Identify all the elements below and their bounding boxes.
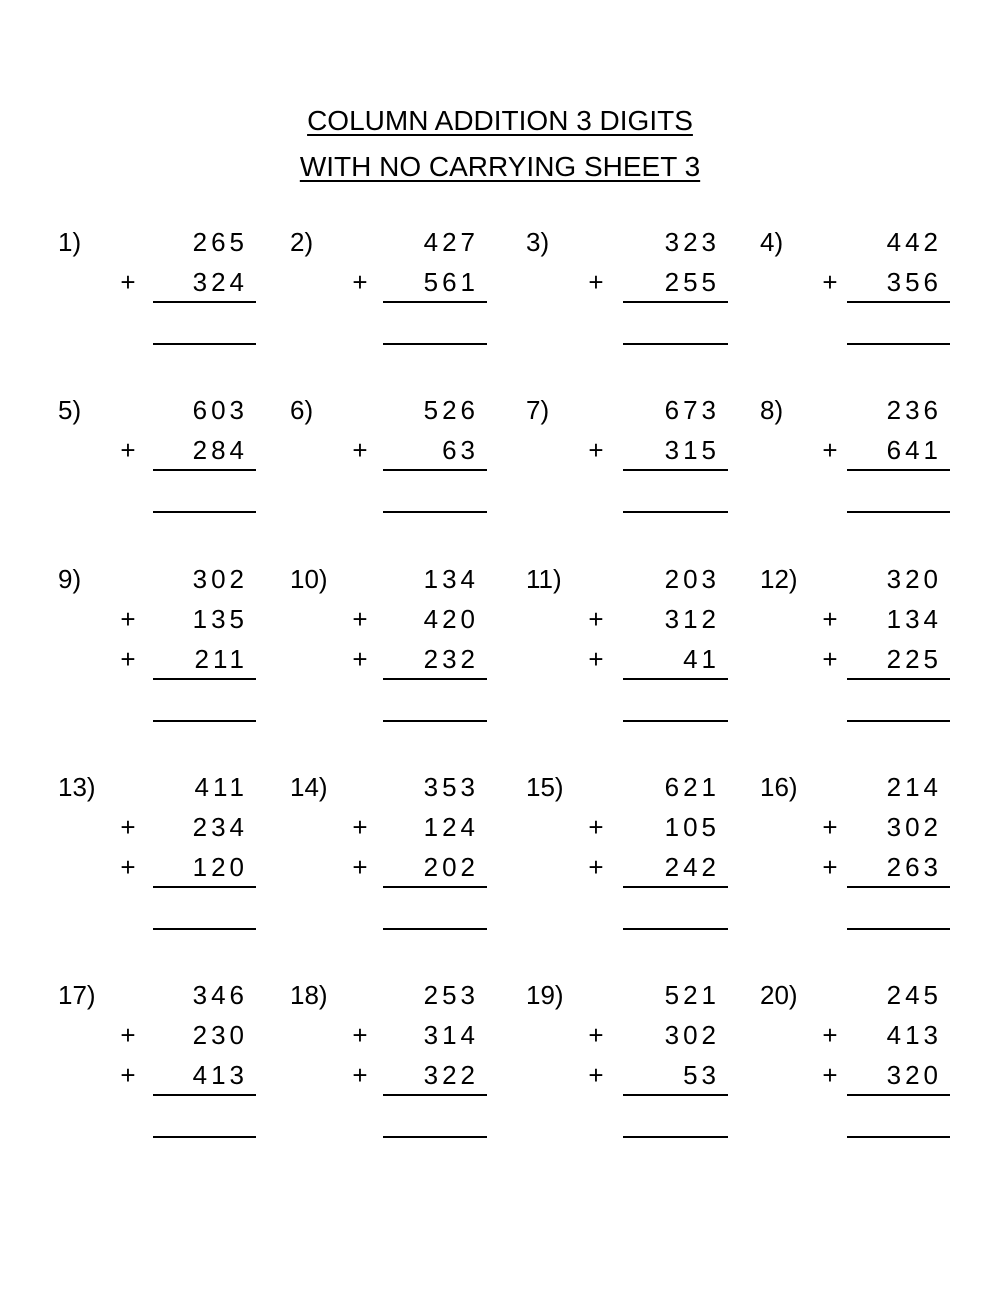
answer-line[interactable] xyxy=(153,343,256,345)
answer-line[interactable] xyxy=(623,511,728,513)
problem-number: 18) xyxy=(290,980,328,1010)
sum-line xyxy=(847,886,950,888)
addend: 63 xyxy=(442,435,479,465)
addend: 323 xyxy=(664,227,720,257)
addend: 236 xyxy=(886,395,942,425)
plus-sign: + xyxy=(352,1060,368,1090)
answer-line[interactable] xyxy=(623,720,728,722)
addend: 53 xyxy=(683,1060,720,1090)
problem-number: 20) xyxy=(760,980,798,1010)
addend: 346 xyxy=(192,980,248,1010)
addend: 320 xyxy=(886,564,942,594)
addend: 255 xyxy=(664,267,720,297)
addend: 420 xyxy=(423,604,479,634)
addend: 302 xyxy=(664,1020,720,1050)
plus-sign: + xyxy=(352,812,368,842)
sum-line xyxy=(383,1094,487,1096)
addend: 124 xyxy=(423,812,479,842)
plus-sign: + xyxy=(822,812,838,842)
problem-number: 2) xyxy=(290,227,314,257)
addend: 315 xyxy=(664,435,720,465)
addend: 603 xyxy=(192,395,248,425)
addend: 413 xyxy=(192,1060,248,1090)
problem-number: 6) xyxy=(290,395,314,425)
addend: 621 xyxy=(664,772,720,802)
plus-sign: + xyxy=(352,435,368,465)
addend: 673 xyxy=(664,395,720,425)
addend: 526 xyxy=(423,395,479,425)
problem-number: 10) xyxy=(290,564,328,594)
plus-sign: + xyxy=(120,267,136,297)
addend: 234 xyxy=(192,812,248,842)
addend: 312 xyxy=(664,604,720,634)
answer-line[interactable] xyxy=(847,720,950,722)
addend: 521 xyxy=(664,980,720,1010)
plus-sign: + xyxy=(588,812,604,842)
problem-number: 11) xyxy=(526,564,562,594)
problem-number: 9) xyxy=(58,564,82,594)
plus-sign: + xyxy=(588,267,604,297)
addend: 232 xyxy=(423,644,479,674)
problem-number: 7) xyxy=(526,395,550,425)
plus-sign: + xyxy=(822,1060,838,1090)
addend: 356 xyxy=(886,267,942,297)
addend: 263 xyxy=(886,852,942,882)
addend: 561 xyxy=(423,267,479,297)
addend: 302 xyxy=(192,564,248,594)
sum-line xyxy=(153,469,256,471)
sum-line xyxy=(383,301,487,303)
sum-line xyxy=(847,1094,950,1096)
sum-line xyxy=(847,301,950,303)
answer-line[interactable] xyxy=(153,928,256,930)
plus-sign: + xyxy=(120,852,136,882)
sum-line xyxy=(153,301,256,303)
plus-sign: + xyxy=(822,852,838,882)
addend: 411 xyxy=(194,772,248,802)
sum-line xyxy=(153,1094,256,1096)
answer-line[interactable] xyxy=(623,343,728,345)
answer-line[interactable] xyxy=(153,1136,256,1138)
addend: 284 xyxy=(192,435,248,465)
plus-sign: + xyxy=(120,1020,136,1050)
answer-line[interactable] xyxy=(153,720,256,722)
plus-sign: + xyxy=(588,1020,604,1050)
answer-line[interactable] xyxy=(383,720,487,722)
addend: 134 xyxy=(423,564,479,594)
plus-sign: + xyxy=(588,852,604,882)
addend: 134 xyxy=(886,604,942,634)
addend: 320 xyxy=(886,1060,942,1090)
plus-sign: + xyxy=(120,812,136,842)
plus-sign: + xyxy=(352,604,368,634)
answer-line[interactable] xyxy=(383,928,487,930)
sum-line xyxy=(623,678,728,680)
addend: 120 xyxy=(192,852,248,882)
title-text-1: COLUMN ADDITION 3 DIGITS xyxy=(307,105,693,136)
answer-line[interactable] xyxy=(847,1136,950,1138)
addend: 202 xyxy=(423,852,479,882)
sum-line xyxy=(153,886,256,888)
answer-line[interactable] xyxy=(383,343,487,345)
sum-line xyxy=(623,1094,728,1096)
problem-number: 16) xyxy=(760,772,798,802)
addend: 353 xyxy=(423,772,479,802)
problem-number: 5) xyxy=(58,395,82,425)
title-text-2: WITH NO CARRYING SHEET 3 xyxy=(299,151,701,182)
plus-sign: + xyxy=(588,1060,604,1090)
plus-sign: + xyxy=(120,604,136,634)
answer-line[interactable] xyxy=(153,511,256,513)
plus-sign: + xyxy=(352,267,368,297)
sum-line xyxy=(847,469,950,471)
addend: 314 xyxy=(423,1020,479,1050)
plus-sign: + xyxy=(352,1020,368,1050)
sum-line xyxy=(623,301,728,303)
addend: 427 xyxy=(423,227,479,257)
addend: 242 xyxy=(664,852,720,882)
addend: 322 xyxy=(423,1060,479,1090)
plus-sign: + xyxy=(588,644,604,674)
plus-sign: + xyxy=(822,435,838,465)
plus-sign: + xyxy=(822,267,838,297)
addend: 641 xyxy=(886,435,942,465)
addend: 203 xyxy=(664,564,720,594)
answer-line[interactable] xyxy=(623,928,728,930)
sum-line xyxy=(153,678,256,680)
problem-number: 1) xyxy=(58,227,82,257)
plus-sign: + xyxy=(822,644,838,674)
problem-number: 17) xyxy=(58,980,96,1010)
addend: 253 xyxy=(423,980,479,1010)
addend: 214 xyxy=(886,772,942,802)
sum-line xyxy=(383,678,487,680)
answer-line[interactable] xyxy=(847,511,950,513)
addend: 41 xyxy=(683,644,720,674)
plus-sign: + xyxy=(822,1020,838,1050)
problem-number: 14) xyxy=(290,772,328,802)
addend: 413 xyxy=(886,1020,942,1050)
problem-number: 4) xyxy=(760,227,784,257)
sum-line xyxy=(623,469,728,471)
addend: 265 xyxy=(192,227,248,257)
answer-line[interactable] xyxy=(847,928,950,930)
answer-line[interactable] xyxy=(383,511,487,513)
problem-number: 15) xyxy=(526,772,564,802)
answer-line[interactable] xyxy=(847,343,950,345)
plus-sign: + xyxy=(120,1060,136,1090)
problem-number: 8) xyxy=(760,395,784,425)
answer-line[interactable] xyxy=(623,1136,728,1138)
sum-line xyxy=(847,678,950,680)
problem-number: 3) xyxy=(526,227,550,257)
problem-number: 19) xyxy=(526,980,564,1010)
problem-number: 13) xyxy=(58,772,96,802)
addend: 211 xyxy=(194,644,248,674)
addend: 245 xyxy=(886,980,942,1010)
addend: 225 xyxy=(886,644,942,674)
addend: 135 xyxy=(192,604,248,634)
addend: 230 xyxy=(192,1020,248,1050)
addend: 302 xyxy=(886,812,942,842)
plus-sign: + xyxy=(588,435,604,465)
sum-line xyxy=(383,886,487,888)
plus-sign: + xyxy=(352,644,368,674)
plus-sign: + xyxy=(120,435,136,465)
plus-sign: + xyxy=(588,604,604,634)
addend: 105 xyxy=(664,812,720,842)
addend: 442 xyxy=(886,227,942,257)
answer-line[interactable] xyxy=(383,1136,487,1138)
addend: 324 xyxy=(192,267,248,297)
problem-number: 12) xyxy=(760,564,798,594)
plus-sign: + xyxy=(120,644,136,674)
plus-sign: + xyxy=(822,604,838,634)
plus-sign: + xyxy=(352,852,368,882)
sum-line xyxy=(383,469,487,471)
sum-line xyxy=(623,886,728,888)
